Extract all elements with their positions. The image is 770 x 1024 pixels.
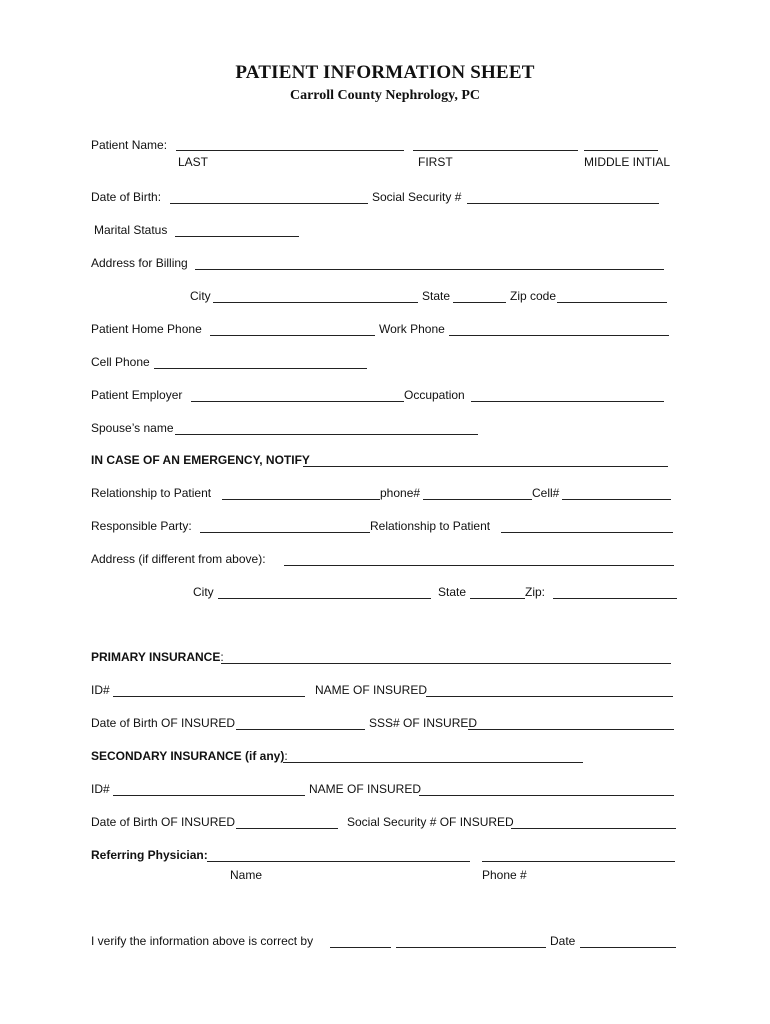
spouse-name-label: Spouse’s name — [91, 421, 174, 435]
first-caption: FIRST — [418, 155, 453, 169]
primary-insurance-label-group — [91, 650, 224, 664]
responsible-state-field[interactable] — [470, 598, 525, 599]
page-subtitle: Carroll County Nephrology, PC — [289, 88, 481, 103]
secondary-insurance-label: SECONDARY INSURANCE (if any) — [91, 749, 285, 763]
state-field[interactable] — [453, 302, 506, 303]
primary-id-field[interactable] — [113, 696, 305, 697]
secondary-insured-ssn-label: Social Security # OF INSURED — [347, 815, 514, 829]
responsible-relationship-label: Relationship to Patient — [370, 519, 491, 533]
spouse-name-field[interactable] — [175, 434, 478, 435]
employer-label: Patient Employer — [91, 388, 183, 402]
responsible-party-field[interactable] — [200, 532, 370, 533]
home-phone-label: Patient Home Phone — [91, 322, 202, 336]
emergency-relationship-label: Relationship to Patient — [91, 486, 212, 500]
patient-last-name-field[interactable] — [176, 150, 404, 151]
primary-insured-name-label: NAME OF INSURED — [315, 683, 428, 697]
patient-middle-initial-field[interactable] — [584, 150, 658, 151]
emergency-contact-field[interactable] — [303, 466, 668, 467]
secondary-id-label: ID# — [91, 782, 110, 796]
verify-initials-field[interactable] — [330, 947, 391, 948]
referring-name-caption: Name — [230, 868, 263, 882]
patient-name-label: Patient Name: — [91, 138, 168, 152]
secondary-insured-dob-field[interactable] — [236, 828, 338, 829]
primary-insurance-field[interactable] — [221, 663, 671, 664]
responsible-zip-field[interactable] — [553, 598, 677, 599]
secondary-insured-name-label: NAME OF INSURED — [309, 782, 422, 796]
primary-insured-ssn-label: SSS# OF INSURED — [369, 716, 478, 730]
dob-label: Date of Birth: — [91, 190, 162, 204]
dob-field[interactable] — [170, 203, 368, 204]
occupation-label: Occupation — [404, 388, 465, 402]
cell-phone-field[interactable] — [154, 368, 367, 369]
secondary-insured-name-field[interactable] — [419, 795, 674, 796]
cell-phone-label: Cell Phone — [91, 355, 150, 369]
emergency-relationship-field[interactable] — [222, 499, 380, 500]
marital-status-label: Marital Status — [94, 223, 168, 237]
referring-physician-name-field[interactable] — [207, 861, 470, 862]
occupation-field[interactable] — [471, 401, 664, 402]
secondary-insured-ssn-field[interactable] — [511, 828, 676, 829]
zip-code-field[interactable] — [557, 302, 667, 303]
last-caption: LAST — [178, 155, 209, 169]
responsible-address-field[interactable] — [284, 565, 674, 566]
responsible-state-label: State — [438, 585, 467, 599]
ssn-label: Social Security # — [372, 190, 462, 204]
responsible-party-label: Responsible Party: — [91, 519, 192, 533]
primary-insurance-colon: : — [220, 650, 224, 664]
secondary-insurance-colon: : — [284, 749, 288, 763]
responsible-city-field[interactable] — [218, 598, 431, 599]
city-field[interactable] — [213, 302, 418, 303]
referring-physician-phone-field[interactable] — [482, 861, 675, 862]
patient-first-name-field[interactable] — [413, 150, 578, 151]
secondary-insurance-field[interactable] — [283, 762, 583, 763]
emergency-phone-field[interactable] — [423, 499, 532, 500]
page-title: PATIENT INFORMATION SHEET — [235, 62, 535, 83]
primary-insured-dob-field[interactable] — [236, 729, 365, 730]
primary-id-label: ID# — [91, 683, 110, 697]
primary-insured-name-field[interactable] — [426, 696, 673, 697]
ssn-field[interactable] — [467, 203, 659, 204]
middle-initial-caption: MIDDLE INTIAL — [584, 155, 671, 169]
responsible-relationship-field[interactable] — [501, 532, 673, 533]
secondary-id-field[interactable] — [113, 795, 305, 796]
emergency-phone-label: phone# — [380, 486, 421, 500]
zip-code-label: Zip code — [510, 289, 557, 303]
state-label: State — [422, 289, 451, 303]
verify-date-label: Date — [550, 934, 576, 948]
primary-insured-ssn-field[interactable] — [468, 729, 674, 730]
work-phone-label: Work Phone — [379, 322, 445, 336]
verify-signature-field[interactable] — [396, 947, 546, 948]
emergency-contact-label: IN CASE OF AN EMERGENCY, NOTIFY — [91, 453, 310, 467]
primary-insured-dob-label: Date of Birth OF INSURED — [91, 716, 236, 730]
referring-physician-label: Referring Physician: — [91, 848, 208, 862]
home-phone-field[interactable] — [210, 335, 375, 336]
work-phone-field[interactable] — [449, 335, 669, 336]
emergency-cell-field[interactable] — [562, 499, 671, 500]
verify-label: I verify the information above is correct by — [91, 934, 314, 948]
verify-date-field[interactable] — [580, 947, 676, 948]
emergency-cell-label: Cell# — [532, 486, 560, 500]
employer-field[interactable] — [191, 401, 404, 402]
marital-status-field[interactable] — [175, 236, 299, 237]
responsible-address-label: Address (if different from above): — [91, 552, 266, 566]
billing-address-label: Address for Billing — [91, 256, 188, 270]
secondary-insurance-label-group — [91, 749, 288, 763]
city-label: City — [190, 289, 211, 303]
responsible-city-label: City — [193, 585, 214, 599]
billing-address-field[interactable] — [195, 269, 664, 270]
referring-phone-caption: Phone # — [482, 868, 527, 882]
secondary-insured-dob-label: Date of Birth OF INSURED — [91, 815, 236, 829]
responsible-zip-label: Zip: — [525, 585, 546, 599]
primary-insurance-label: PRIMARY INSURANCE — [91, 650, 221, 664]
